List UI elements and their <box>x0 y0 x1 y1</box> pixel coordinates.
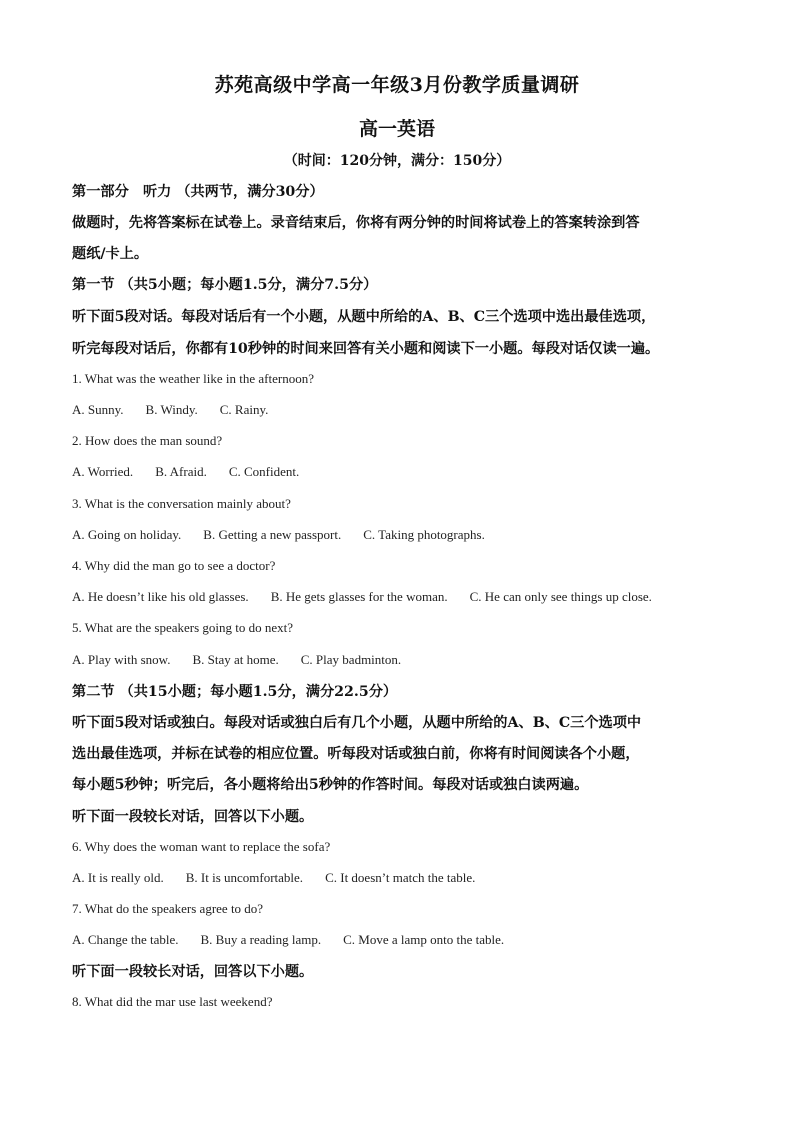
option-c: C. Play badminton. <box>300 652 402 667</box>
section2-instruction-line2: 选出最佳选项，并标在试卷的相应位置。听每段对话或独白前，你将有时间阅读各个小题， <box>72 746 640 762</box>
question-1: 1. What was the weather like in the afternoon? <box>72 371 314 386</box>
part1-instruction-line2: 题纸/卡上。 <box>72 246 149 262</box>
option-c: C. He can only see things up close. <box>469 589 652 604</box>
option-a: A. It is really old. <box>72 870 164 885</box>
option-b: B. He gets glasses for the woman. <box>270 589 448 604</box>
option-c: C. It doesn’t match the table. <box>325 870 476 885</box>
option-a: A. Play with snow. <box>72 652 171 667</box>
question-7-options <box>72 932 732 948</box>
option-b: B. It is uncomfortable. <box>185 870 304 885</box>
option-a: A. Sunny. <box>72 402 124 417</box>
exam-subtitle: 高一英语 <box>358 118 435 140</box>
option-b: B. Afraid. <box>155 464 207 479</box>
question-6: 6. Why does the woman want to replace the sofa? <box>72 839 331 854</box>
question-4: 4. Why did the man go to see a doctor? <box>72 558 276 573</box>
dialog-intro: 听下面一段较长对话，回答以下小题。 <box>72 964 314 980</box>
option-a: A. Going on holiday. <box>72 527 182 542</box>
question-3-options <box>72 527 732 543</box>
option-b: B. Buy a reading lamp. <box>200 932 322 947</box>
question-6-options <box>72 870 732 886</box>
section1-instruction-line2: 听完每段对话后，你都有10秒钟的时间来回答有关小题和阅读下一小题。每段对话仅读一遍。 <box>72 341 660 357</box>
question-5-options <box>72 652 732 668</box>
part1-heading: 第一部分 听力 （共两节，满分30分） <box>72 184 324 200</box>
option-a: A. Change the table. <box>72 932 179 947</box>
question-2-options <box>72 464 732 480</box>
option-c: C. Taking photographs. <box>363 527 485 542</box>
section1-instruction-line1: 听下面5段对话。每段对话后有一个小题，从题中所给的A、B、C三个选项中选出最佳选项， <box>72 309 656 325</box>
question-4-options <box>72 589 732 605</box>
section2-heading: 第二节 （共15小题；每小题1.5分，满分22.5分） <box>72 684 398 700</box>
section1-heading: 第一节 （共5小题；每小题1.5分，满分7.5分） <box>72 277 378 293</box>
option-c: C. Rainy. <box>219 402 269 417</box>
option-a: A. He doesn’t like his old glasses. <box>72 589 249 604</box>
question-3: 3. What is the conversation mainly about? <box>72 496 291 511</box>
question-5: 5. What are the speakers going to do next? <box>72 620 294 635</box>
section2-instruction-line1: 听下面5段对话或独白。每段对话或独白后有几个小题，从题中所给的A、B、C三个选项中 <box>72 715 642 731</box>
option-b: B. Getting a new passport. <box>203 527 342 542</box>
dialog-intro: 听下面一段较长对话，回答以下小题。 <box>72 809 314 825</box>
question-8: 8. What did the mar use last weekend? <box>72 994 273 1009</box>
question-1-options <box>72 402 732 418</box>
section2-instruction-line3: 每小题5秒钟；听完后，各小题将给出5秒钟的作答时间。每段对话或独白读两遍。 <box>72 777 589 793</box>
option-b: B. Windy. <box>145 402 198 417</box>
option-c: C. Confident. <box>228 464 300 479</box>
option-b: B. Stay at home. <box>192 652 279 667</box>
option-a: A. Worried. <box>72 464 134 479</box>
question-7: 7. What do the speakers agree to do? <box>72 901 264 916</box>
option-c: C. Move a lamp onto the table. <box>343 932 505 947</box>
exam-title: 苏苑高级中学高一年级3月份教学质量调研 <box>214 74 580 96</box>
question-2: 2. How does the man sound? <box>72 433 223 448</box>
time-info: （时间：120分钟，满分：150分） <box>283 153 511 169</box>
part1-instruction-line1: 做题时，先将答案标在试卷上。录音结束后，你将有两分钟的时间将试卷上的答案转涂到答 <box>72 215 640 231</box>
